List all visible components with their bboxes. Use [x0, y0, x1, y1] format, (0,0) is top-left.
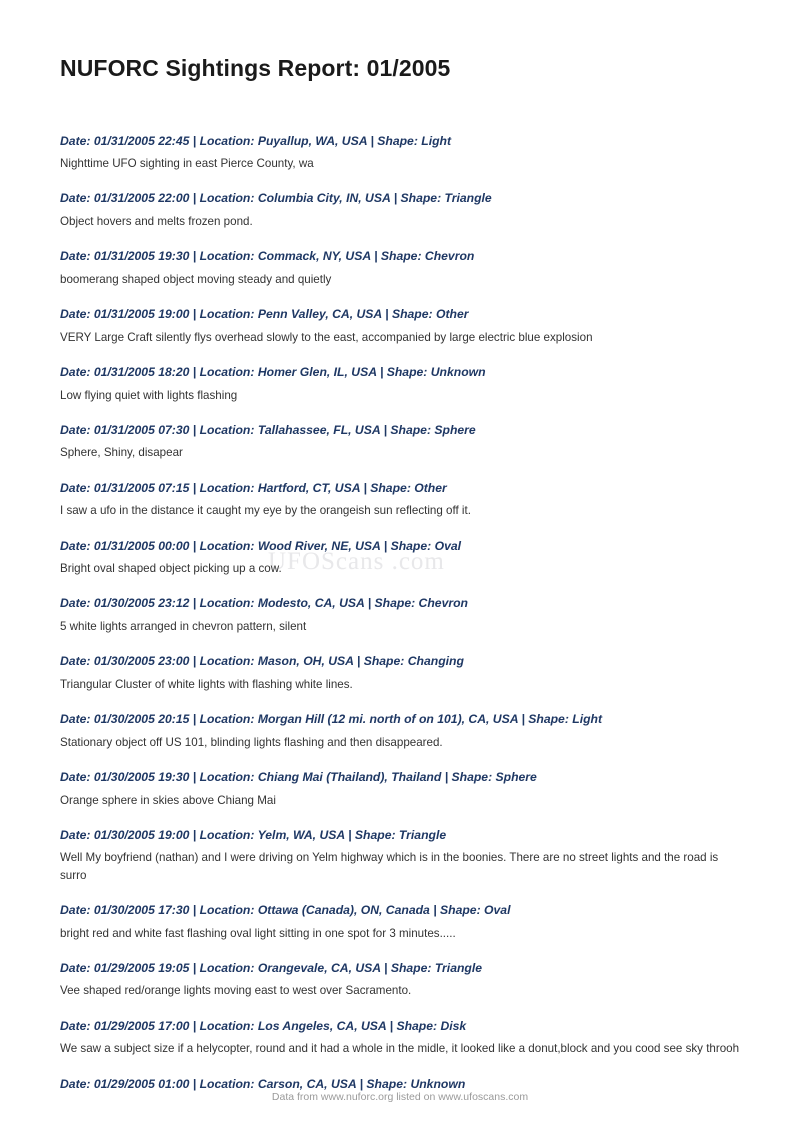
sighting-heading: Date: 01/31/2005 19:00 | Location: Penn Valley, CA, USA | Shape: Other [60, 307, 469, 322]
list-item [60, 902, 740, 942]
sighting-description: Object hovers and melts frozen pond. [60, 214, 253, 228]
sighting-heading: Date: 01/30/2005 23:00 | Location: Mason, OH, USA | Shape: Changing [60, 654, 464, 669]
sighting-description: Well My boyfriend (nathan) and I were driving on Yelm highway which is in the boonies. There are no street lights and the road is surro [60, 851, 719, 882]
list-item [60, 1076, 740, 1092]
list-item [60, 364, 740, 404]
list-item [60, 480, 740, 520]
sighting-description: VERY Large Craft silently flys overhead slowly to the east, accompanied by large electric blue explosion [60, 330, 593, 344]
list-item [60, 1018, 740, 1058]
page-title: NUFORC Sightings Report: 01/2005 [60, 55, 451, 81]
list-item [60, 538, 740, 578]
sighting-description: Low flying quiet with lights flashing [60, 388, 238, 402]
sighting-heading: Date: 01/31/2005 07:30 | Location: Tallahassee, FL, USA | Shape: Sphere [60, 422, 476, 437]
sighting-description: boomerang shaped object moving steady and quietly [60, 272, 332, 286]
sighting-heading: Date: 01/31/2005 00:00 | Location: Wood River, NE, USA | Shape: Oval [60, 538, 462, 553]
list-item [60, 653, 740, 693]
sighting-heading: Date: 01/31/2005 07:15 | Location: Hartford, CT, USA | Shape: Other [60, 480, 447, 495]
list-item [60, 960, 740, 1000]
list-item [60, 306, 740, 346]
list-item [60, 827, 740, 884]
sighting-heading: Date: 01/30/2005 19:30 | Location: Chiang Mai (Thailand), Thailand | Shape: Sphere [60, 770, 537, 785]
sighting-description: Orange sphere in skies above Chiang Mai [60, 793, 276, 807]
list-item [60, 595, 740, 635]
list-item [60, 248, 740, 288]
sighting-heading: Date: 01/31/2005 22:45 | Location: Puyallup, WA, USA | Shape: Light [60, 133, 452, 148]
sighting-heading: Date: 01/29/2005 01:00 | Location: Carson, CA, USA | Shape: Unknown [60, 1076, 466, 1091]
sighting-heading: Date: 01/30/2005 19:00 | Location: Yelm, WA, USA | Shape: Triangle [60, 827, 447, 842]
sighting-description: bright red and white fast flashing oval light sitting in one spot for 3 minutes..... [60, 926, 456, 940]
watermark: UFOScans .com [268, 548, 445, 575]
sighting-heading: Date: 01/29/2005 17:00 | Location: Los Angeles, CA, USA | Shape: Disk [60, 1018, 467, 1033]
sighting-heading: Date: 01/31/2005 22:00 | Location: Columbia City, IN, USA | Shape: Triangle [60, 191, 492, 206]
list-item [60, 769, 740, 809]
sighting-description: Nighttime UFO sighting in east Pierce County, wa [60, 157, 314, 171]
sighting-description: Triangular Cluster of white lights with flashing white lines. [60, 677, 353, 691]
sighting-description: Sphere, Shiny, disapear [60, 446, 183, 460]
sighting-description: We saw a subject size if a helycopter, round and it had a whole in the midle, it looked like a donut,block and you cood see sky throoh [60, 1042, 740, 1056]
page-footer: Data from www.nuforc.org listed on www.ufoscans.com [271, 1091, 529, 1103]
list-item [60, 422, 740, 462]
sighting-heading: Date: 01/30/2005 17:30 | Location: Ottawa (Canada), ON, Canada | Shape: Oval [60, 903, 511, 918]
list-item [60, 190, 740, 230]
sighting-heading: Date: 01/30/2005 23:12 | Location: Modesto, CA, USA | Shape: Chevron [60, 596, 468, 611]
sighting-description: I saw a ufo in the distance it caught my eye by the orangeish sun reflecting off it. [60, 504, 471, 518]
list-item [60, 133, 740, 173]
sighting-description: Vee shaped red/orange lights moving east to west over Sacramento. [60, 984, 412, 998]
sighting-description: Stationary object off US 101, blinding lights flashing and then disappeared. [60, 735, 443, 749]
sighting-heading: Date: 01/30/2005 20:15 | Location: Morgan Hill (12 mi. north of on 101), CA, USA | Shape: Light [60, 712, 603, 727]
sighting-heading: Date: 01/31/2005 19:30 | Location: Commack, NY, USA | Shape: Chevron [60, 249, 475, 264]
sighting-description: 5 white lights arranged in chevron pattern, silent [60, 619, 307, 633]
sighting-description: Bright oval shaped object picking up a cow. [60, 562, 282, 576]
sighting-heading: Date: 01/31/2005 18:20 | Location: Homer Glen, IL, USA | Shape: Unknown [60, 365, 486, 380]
sighting-heading: Date: 01/29/2005 19:05 | Location: Orangevale, CA, USA | Shape: Triangle [60, 961, 483, 976]
sightings-list [60, 133, 740, 1093]
list-item [60, 711, 740, 751]
